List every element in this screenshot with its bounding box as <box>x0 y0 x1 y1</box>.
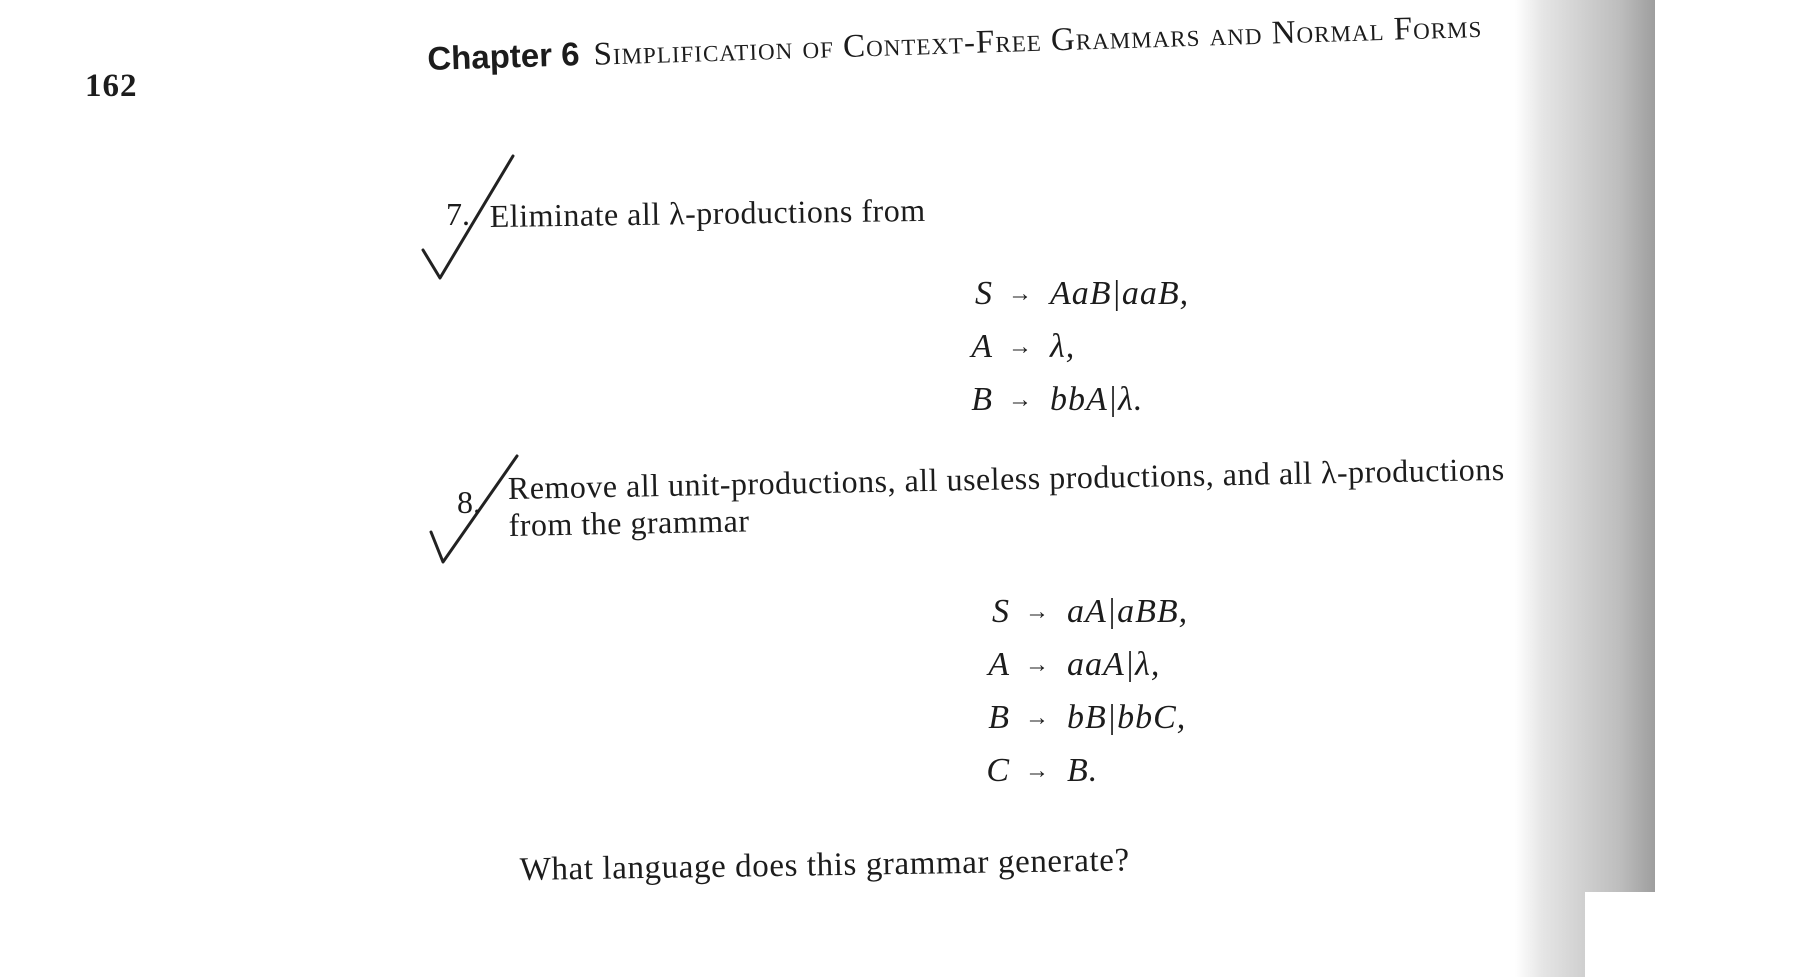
production-rhs: λ, <box>1050 328 1076 365</box>
chapter-label: Chapter 6 <box>426 35 581 78</box>
chapter-title: Simplification of Context-Free Grammars and Normal Forms <box>592 8 1483 73</box>
production-lhs: A <box>971 328 992 365</box>
arrow-icon: → <box>1008 281 1032 307</box>
production-lhs: A <box>988 646 1009 683</box>
problem-8-text-line2: from the grammar <box>508 502 750 544</box>
problem-7-text: Eliminate all λ-productions from <box>489 191 926 235</box>
production-rhs: aaA|λ, <box>1067 646 1161 683</box>
arrow-icon: → <box>1025 599 1049 625</box>
production-rhs: bB|bbC, <box>1067 699 1187 736</box>
production-rhs: B. <box>1067 752 1099 789</box>
running-header <box>427 2 1638 79</box>
problem-8-number: 8. <box>457 484 481 520</box>
arrow-icon: → <box>1008 334 1032 360</box>
production-lhs: C <box>986 752 1009 789</box>
book-spine-shadow <box>1515 0 1655 977</box>
arrow-icon: → <box>1008 387 1032 413</box>
production-lhs: S <box>975 275 992 312</box>
production-lhs: B <box>988 699 1009 736</box>
problem-8-question: What language does this grammar generate? <box>519 842 1131 889</box>
production-lhs: B <box>971 381 992 418</box>
arrow-icon: → <box>1025 652 1049 678</box>
blank-margin <box>1655 0 1793 977</box>
problem-7-number: 7. <box>446 196 470 232</box>
production-lhs: S <box>992 593 1009 630</box>
arrow-icon: → <box>1025 758 1049 784</box>
blank-margin <box>1585 892 1793 977</box>
arrow-icon: → <box>1025 705 1049 731</box>
problem-8-text <box>508 448 1659 544</box>
problem-8-text-line1: Remove all unit-productions, all useless productions, and all λ-productions <box>507 450 1505 507</box>
production-rhs: aA|aBB, <box>1067 593 1189 630</box>
production-rhs: bbA|λ. <box>1050 381 1144 418</box>
production-rhs: AaB|aaB, <box>1050 275 1190 312</box>
page-number: 162 <box>85 68 138 104</box>
